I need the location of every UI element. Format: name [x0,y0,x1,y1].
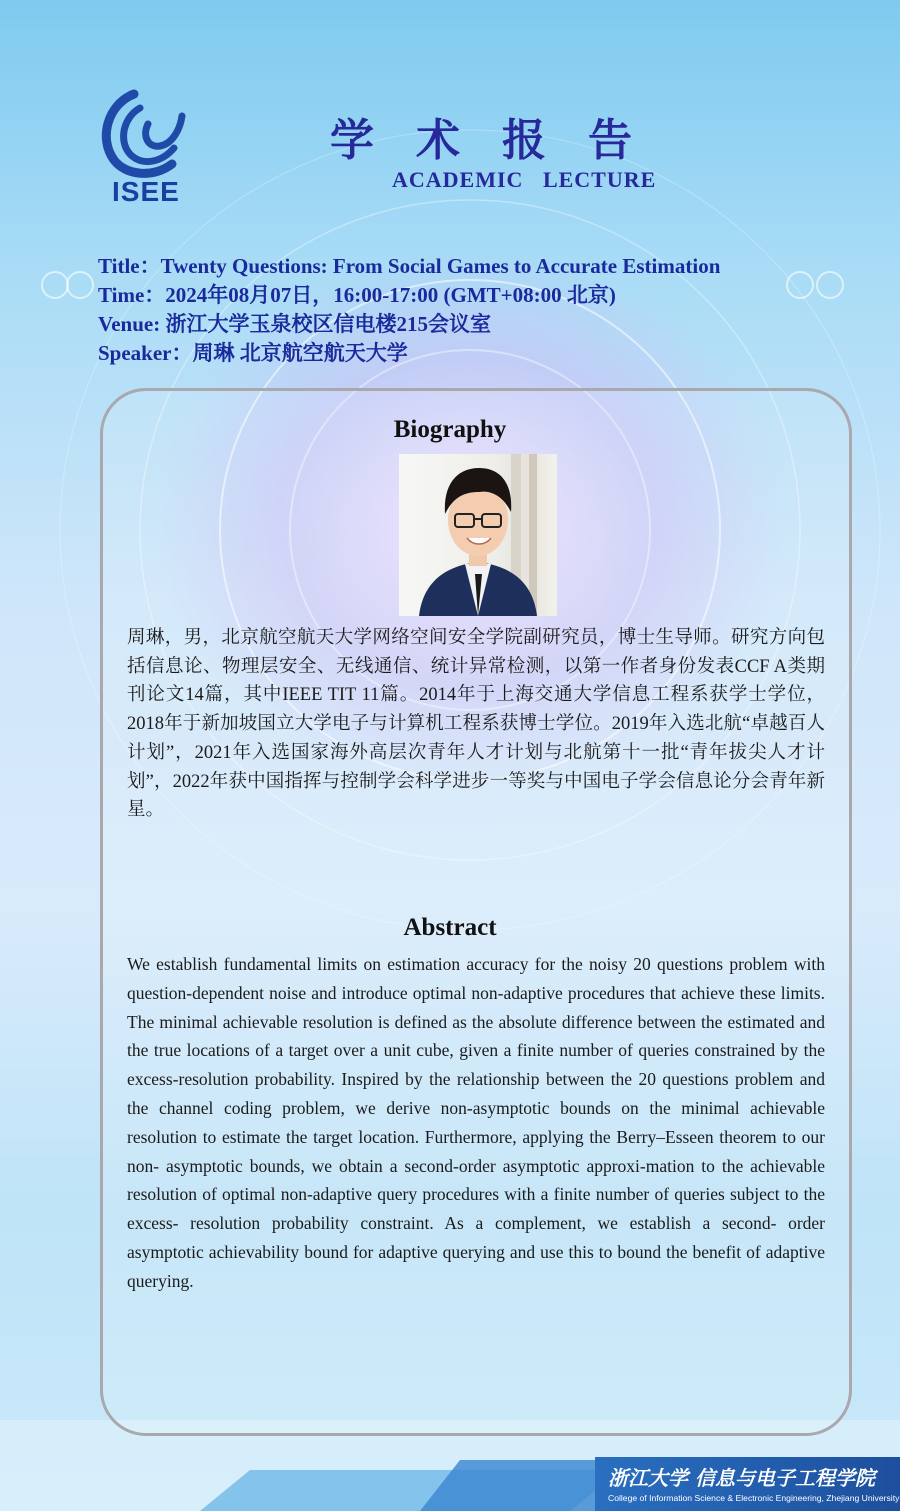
venue-line [98,310,878,339]
speaker-value: 周琳 北京航空航天大学 [192,341,408,365]
title-line [98,252,878,281]
page-title: 学术报告 [330,115,674,166]
title-label: Title： [98,254,161,278]
time-value: 2024年08月07日，16:00-17:00 (GMT+08:00 北京) [165,283,616,307]
logo-text: ISEE [112,176,180,207]
time-line [98,281,878,310]
venue-value: 浙江大学玉泉校区信电楼215会议室 [165,312,491,336]
biography-heading: Biography [393,416,507,443]
footer-org-cn: 浙江大学 信息与电子工程学院 [608,1466,875,1490]
abstract-heading: Abstract [403,914,497,941]
time-label: Time： [98,283,166,307]
biography-text: 周琳，男，北京航空航天大学网络空间安全学院副研究员，博士生导师。研究方向包括信息论、物理层安全、无线通信、统计异常检测，以第一作者身份发表CCF A类期刊论文14篇，其中IEEE TIT 11篇。2014年于上海交通大学信息工程系获学士学位，2018年于新加坡国立大学电子与计算机工程系获博士学位。2019年入选北航“卓越百人计划”，2021年入选国家海外高层次青年人才计划与北航第十一批“青年拔尖人才计划”，2022年获中国指挥与控制学会科学进步一等奖与中国电子学会信息论分会青年新星。 [127,628,825,821]
speaker-label: Speaker： [98,341,193,365]
title-value: Twenty Questions: From Social Games to Accurate Estimation [160,254,721,278]
speaker-line [98,339,878,368]
abstract-text: We establish fundamental limits on estimation accuracy for the noisy 20 questions problem with question-dependent noise and introduce optimal non-adaptive procedures that achieve these limits. The minimal achievable resolution is defined as the absolute difference between the estimated and the true locations of a target over a unit cube, given a finite number of queries constrained by the excess-resolution probability. Inspired by the relationship between the 20 questions problem and the channel coding problem, we derive non-asymptotic bounds on the minimal achievable resolution to estimate the target location. Furthermore, applying the Berry–Esseen theorem to our non- asymptotic bounds, we obtain a second-order asymptotic approxi-mation to the achievable resolution of optimal non-adaptive query procedures with a finite number of queries subject to the excess- resolution probability constraint. As a complement, we establish a second- order asymptotic achievability bound for adaptive querying and use this to bound the benefit of adaptive querying. [127,954,825,1291]
speaker-portrait-illustration [399,454,557,616]
lecture-info [98,252,878,368]
footer-org-en: College of Information Science & Electronic Engineering, Zhejiang University [608,1493,900,1503]
page-subtitle: ACADEMIC LECTURE [392,167,657,192]
venue-label: Venue: [98,312,166,336]
speaker-photo [399,454,557,616]
